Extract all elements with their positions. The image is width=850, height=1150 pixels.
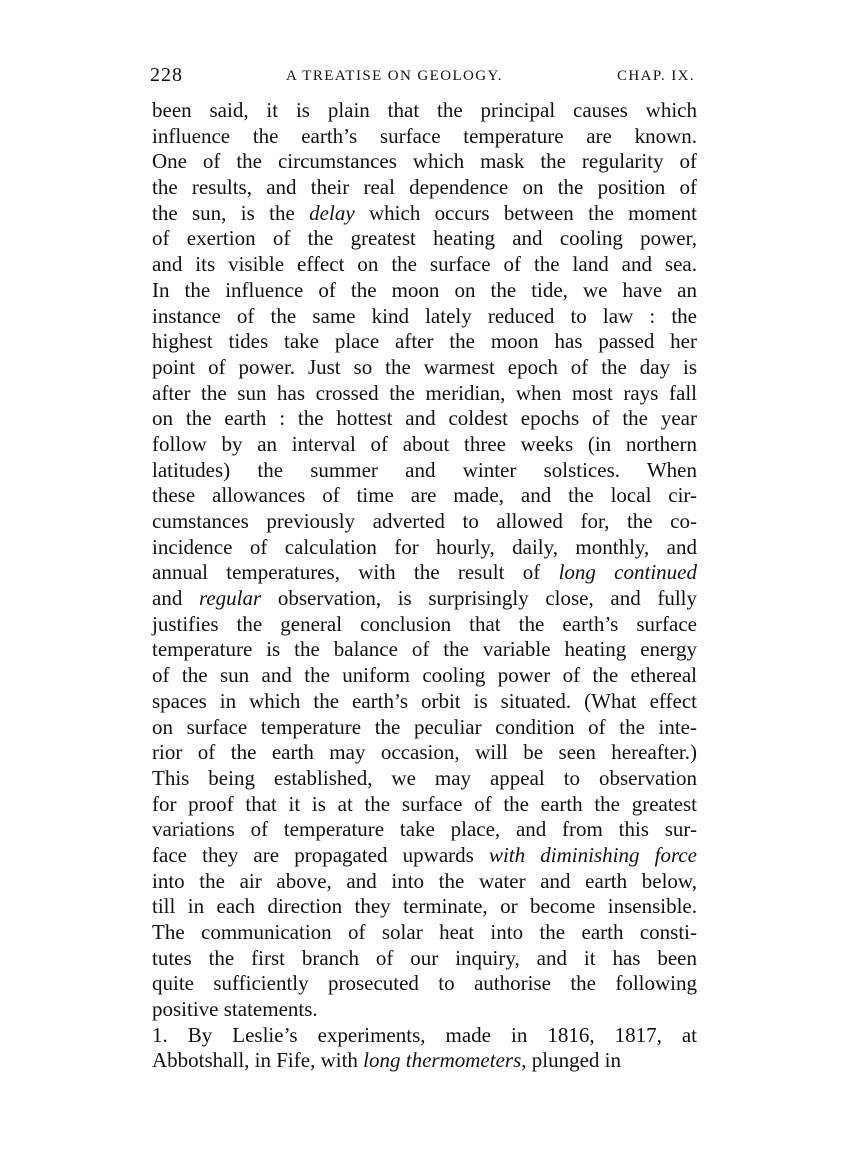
text-line	[152, 304, 697, 330]
text-segment: these allowances of time are made, and the local cir-	[152, 483, 697, 508]
text-line	[152, 971, 697, 997]
text-segment: temperature is the balance of the variable heating energy	[152, 637, 697, 662]
text-segment: variations of temperature take place, and from this sur-	[152, 817, 697, 842]
text-segment: Abbotshall, in Fife, with	[152, 1048, 364, 1073]
text-line	[152, 637, 697, 663]
text-segment: on surface temperature the peculiar condition of the inte-	[152, 714, 697, 739]
text-line	[152, 766, 697, 792]
text-line	[152, 843, 697, 869]
text-line	[152, 740, 697, 766]
text-segment: been said, it is plain that the principal causes which	[152, 98, 697, 122]
text-segment: follow by an interval of about three weeks (in northern	[152, 431, 697, 456]
text-line	[152, 124, 697, 150]
text-line	[152, 201, 697, 227]
text-segment: instance of the same kind lately reduced to law : the	[152, 303, 697, 328]
italic-text: long thermometers	[363, 1048, 522, 1073]
text-line	[152, 432, 697, 458]
text-segment: highest tides take place after the moon has passed her	[152, 329, 697, 354]
text-segment: and its visible effect on the surface of the land and sea.	[152, 252, 697, 277]
text-segment: This being established, we may appeal to observation	[152, 765, 697, 790]
page-number: 228	[150, 64, 183, 86]
text-line	[152, 149, 697, 175]
body-text	[152, 98, 697, 1074]
text-line	[152, 355, 697, 381]
text-segment: One of the circumstances which mask the regularity of	[152, 149, 697, 174]
text-line	[152, 560, 697, 586]
text-segment: cumstances previously adverted to allowed for, the co-	[152, 509, 697, 533]
text-segment: influence the earth’s surface temperature are known.	[152, 123, 697, 148]
text-line	[152, 483, 697, 509]
running-title: A TREATISE ON GEOLOGY.	[286, 68, 503, 84]
text-segment: , plunged in	[521, 1048, 621, 1073]
text-segment: rior of the earth may occasion, will be seen hereafter.)	[152, 740, 697, 765]
text-segment: on the earth : the hottest and coldest epochs of the year	[152, 406, 697, 431]
text-line	[152, 612, 697, 638]
text-line	[152, 509, 697, 535]
text-segment: observation, is surprisingly close, and fully	[261, 586, 697, 611]
text-line	[152, 586, 697, 612]
text-segment: spaces in which the earth’s orbit is situated. (What effect	[152, 688, 697, 713]
text-line	[152, 920, 697, 946]
text-line	[152, 175, 697, 201]
text-segment: The communication of solar heat into the earth consti-	[152, 920, 697, 944]
text-line	[152, 226, 697, 252]
text-segment: incidence of calculation for hourly, daily, monthly, and	[152, 534, 697, 559]
text-line	[152, 715, 697, 741]
text-line	[152, 792, 697, 818]
text-line	[152, 98, 697, 124]
text-segment: face they are propagated upwards	[152, 842, 489, 867]
text-line	[152, 1048, 697, 1074]
text-segment: and	[152, 586, 199, 611]
text-segment: the sun, is the	[152, 200, 310, 225]
text-line	[152, 278, 697, 304]
italic-text: with diminishing force	[488, 842, 697, 867]
text-segment: In the influence of the moon on the tide, we have an	[152, 277, 697, 302]
text-segment: of exertion of the greatest heating and cooling power,	[152, 226, 697, 251]
text-segment: positive statements.	[152, 997, 318, 1022]
text-line	[152, 663, 697, 689]
text-segment: quite sufficiently prosecuted to authorise the following	[152, 971, 697, 996]
text-line	[152, 406, 697, 432]
italic-text: regular	[198, 586, 262, 611]
text-segment: annual temperatures, with the result of	[152, 560, 559, 585]
chapter-label: CHAP. IX.	[616, 68, 695, 84]
text-line	[152, 997, 697, 1023]
text-line	[152, 817, 697, 843]
text-segment: tutes the first branch of our inquiry, and it has been	[152, 945, 697, 970]
text-segment: till in each direction they terminate, or become insensible.	[152, 894, 697, 919]
text-line	[152, 458, 697, 484]
text-segment: justifies the general conclusion that the earth’s surface	[152, 611, 697, 636]
running-head	[150, 62, 695, 88]
text-line	[152, 1023, 697, 1049]
text-line	[152, 535, 697, 561]
text-line	[152, 689, 697, 715]
text-segment: point of power. Just so the warmest epoch of the day is	[152, 354, 697, 379]
text-segment: 1. By Leslie’s experiments, made in 1816, 1817, at	[152, 1022, 697, 1047]
italic-text: delay	[309, 200, 355, 225]
text-segment: after the sun has crossed the meridian, when most rays fall	[152, 380, 697, 405]
text-line	[152, 252, 697, 278]
text-line	[152, 894, 697, 920]
text-segment: for proof that it is at the surface of the earth the greatest	[152, 791, 697, 816]
text-segment: which occurs between the moment	[354, 200, 697, 225]
text-segment: of the sun and the uniform cooling power of the ethereal	[152, 663, 697, 688]
text-line	[152, 381, 697, 407]
text-line	[152, 329, 697, 355]
text-line	[152, 869, 697, 895]
text-segment: the results, and their real dependence on the position of	[152, 175, 697, 200]
italic-text: long continued	[558, 560, 697, 585]
text-segment: into the air above, and into the water and earth below,	[152, 868, 697, 893]
text-segment: latitudes) the summer and winter solstices. When	[152, 457, 697, 482]
text-line	[152, 946, 697, 972]
